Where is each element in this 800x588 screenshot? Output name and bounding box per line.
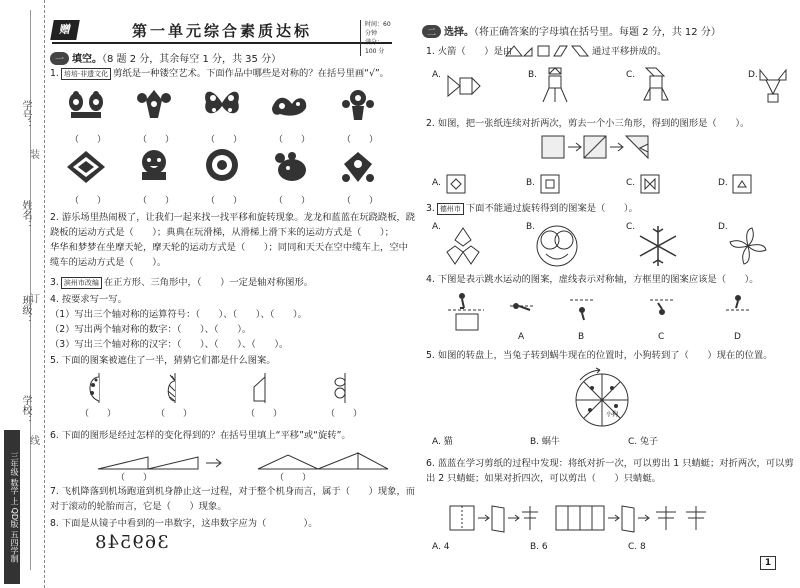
q1-text: 剪纸是一种镂空艺术。下面作品中哪些是对称的？在括号里画“√”。 <box>113 68 389 79</box>
c2-option-a-image <box>446 174 466 194</box>
c4-text: 4. 下图是表示跳水运动的图案，虚线表示对称轴，方框里的图案应该是（ ）。 <box>426 274 759 285</box>
c2-option-a[interactable]: A. <box>432 178 441 188</box>
rocket-option-b-image <box>540 66 570 106</box>
papercut-round-pattern-image <box>202 148 242 182</box>
c5-option-c[interactable]: C. 兔子 <box>628 437 659 447</box>
q1-answer-5[interactable]: （ ） <box>342 135 379 145</box>
q3-number: 3. <box>50 277 59 288</box>
choice-question-4 <box>426 272 759 287</box>
papercut-lion-image <box>134 148 174 182</box>
choice-question-5 <box>426 348 773 363</box>
c2-text: 2. 如图，把一张纸连续对折两次，剪去一个小三角形，得到的图形是（ ）。 <box>426 118 750 129</box>
c1-text-a: 1. 火箭（ ）是由 <box>426 46 513 57</box>
c1-option-c[interactable]: C. <box>626 70 636 80</box>
c3-number: 3. <box>426 203 435 214</box>
section-1-heading <box>50 50 281 65</box>
page-title: 第一单元综合素质达标 <box>132 22 313 40</box>
q1-number: 1. <box>50 68 59 79</box>
q1-answer-10[interactable]: （ ） <box>342 196 379 206</box>
rocket-option-d-image <box>758 66 788 106</box>
c2-option-c[interactable]: C. <box>626 178 636 188</box>
q3-tag: 滨州市改编 <box>61 277 102 289</box>
rocket-option-a-image <box>446 68 482 104</box>
c2-option-b-image <box>540 174 560 194</box>
class-label: 班级： <box>20 295 31 325</box>
question-1 <box>50 66 389 81</box>
rocket-option-c-image <box>640 66 670 106</box>
c6-dragonfly-folding-figure <box>446 502 758 534</box>
c4-option-a-image <box>508 296 536 318</box>
c3-option-c-snowflake-image <box>636 224 680 268</box>
c6-line-2: 出 2 只蜻蜓；如果对折四次，可以剪出（ ）只蜻蜓。 <box>426 473 661 484</box>
c1-option-b[interactable]: B. <box>528 70 538 80</box>
binding-cut-mark-3: 线 <box>30 436 40 447</box>
q1-answer-1[interactable]: （ ） <box>70 135 107 145</box>
c1-option-a[interactable]: A. <box>432 70 441 80</box>
question-6 <box>50 428 351 443</box>
q4-sub-3: （3）写出三个轴对称的汉字：（ ）、（ ）、（ ）。 <box>50 339 289 350</box>
papercut-butterfly-image <box>202 86 242 120</box>
c5-option-b[interactable]: B. 蜗牛 <box>530 437 560 447</box>
section-2-title: 选择。 <box>444 27 475 38</box>
q6-answer-2[interactable]: （ ） <box>275 473 312 483</box>
q7-line-1: 7. 飞机降落到机场跑道到机身静止这一过程，对于整个机身而言，属于（ ）现象，而 <box>50 486 416 497</box>
c3-option-a[interactable]: A. <box>432 222 441 232</box>
exam-meta <box>360 20 392 56</box>
c1-component-shapes <box>504 44 590 58</box>
c3-option-d-pinwheel-image <box>726 224 770 268</box>
c3-option-c[interactable]: C. <box>626 222 636 232</box>
c3-option-b[interactable]: B. <box>526 222 536 232</box>
c3-option-a-image <box>440 226 486 266</box>
q7-line-2: 对于滚动的轮胎而言，它是（ ）现象。 <box>50 501 227 512</box>
question-7 <box>50 484 415 514</box>
question-8 <box>50 516 318 531</box>
section-1-badge: 一 <box>50 52 69 65</box>
papercut-flower-vase-image <box>338 88 378 122</box>
section-2-note: （将正确答案的字母填在括号里。每题 2 分，共 12 分） <box>474 27 721 38</box>
c3-tag: 德州市 <box>437 203 464 215</box>
full-score: 满分：100 分 <box>365 39 385 55</box>
section-1-title: 填空。 <box>72 54 103 65</box>
q4-text: 4. 按要求写一写。 <box>50 294 127 305</box>
series-tag: 三年级 数学 上 QD版 五四学制 <box>4 430 20 584</box>
name-label: 姓名： <box>20 200 31 230</box>
q4-sub-2: （2）写出两个轴对称的数字：（ ）、（ ）。 <box>50 324 252 335</box>
section-1-note: （8 题 2 分，其余每空 1 分，共 35 分） <box>102 54 282 65</box>
q1-answer-8[interactable]: （ ） <box>206 196 243 206</box>
mirrored-digits: 369548 <box>94 532 169 553</box>
c5-text: 5. 如图的转盘上，当兔子转到蜗牛现在的位置时，小狗转到了（ ）现在的位置。 <box>426 350 773 361</box>
c2-option-b[interactable]: B. <box>526 178 536 188</box>
time-limit: 时间：60 分钟 <box>365 21 391 37</box>
page-number: 1 <box>760 556 776 570</box>
q6-text: 6. 下面的图形是经过怎样的变化得到的？在括号里填上“平移”或“旋转”。 <box>50 430 351 441</box>
c6-option-a[interactable]: A. 4 <box>432 542 450 552</box>
q2-line-1: 2. 游乐场里热闹极了，让我们一起来找一找平移和旋转现象。龙龙和蓝蓝在玩跷跷板，跷 <box>50 212 416 223</box>
q1-answer-3[interactable]: （ ） <box>206 135 243 145</box>
papercut-dragon-image <box>270 88 310 122</box>
choice-question-2 <box>426 116 749 131</box>
question-3 <box>50 275 313 290</box>
c6-line-1: 6. 蓝蓝在学习剪纸的过程中发现：将纸对折一次，可以剪出 1 只蜻蜓；对折两次，可以剪 <box>426 458 794 469</box>
c4-option-b[interactable]: B <box>578 332 585 342</box>
page-header <box>52 20 392 55</box>
q5-answer-4[interactable]: （ ） <box>326 409 363 419</box>
c3-text: 下面不能通过旋转得到的图案是（ ）。 <box>465 203 638 214</box>
papercut-fish-image <box>338 150 378 184</box>
binding-strip <box>0 0 45 588</box>
binding-cut-mark-2: 订 <box>30 294 40 305</box>
c6-option-b[interactable]: B. 6 <box>530 542 548 552</box>
c3-option-b-image <box>534 224 580 268</box>
c4-option-d[interactable]: D <box>734 332 741 342</box>
half-ladybug-image <box>84 373 114 403</box>
papercut-mouse-image <box>270 150 310 184</box>
binding-cut-mark-1: 装 <box>30 150 40 161</box>
c2-option-c-image <box>640 174 660 194</box>
gift-badge: 赠 <box>50 20 80 40</box>
q5-answer-2[interactable]: （ ） <box>156 409 193 419</box>
half-pineapple-image <box>160 373 190 403</box>
q6-answer-1[interactable]: （ ） <box>116 473 153 483</box>
half-house-image <box>250 373 280 403</box>
student-number-label: 学号： <box>20 100 31 130</box>
q1-tag: 培培·非遗文化 <box>61 68 111 80</box>
c2-option-d[interactable]: D. <box>718 178 728 188</box>
q2-line-4: 缆车的运动方式是（ ）。 <box>50 257 167 268</box>
q5-answer-3[interactable]: （ ） <box>246 409 283 419</box>
q1-answer-4[interactable]: （ ） <box>274 135 311 145</box>
q2-line-3: 华华和梦梦在坐摩天轮，摩天轮的运动方式是（ ）；同同和天天在空中缆车上，空中 <box>50 242 408 253</box>
q8-text: 8. 下面是从镜子中看到的一串数字，这串数字应为（ ）。 <box>50 518 318 529</box>
section-2-heading <box>422 23 721 38</box>
c4-option-d-image <box>724 292 752 322</box>
c4-option-c-image <box>648 296 676 322</box>
c1-text-b-wrap <box>592 44 666 59</box>
half-bee-image <box>330 373 360 403</box>
q2-line-2: 跷板的运动方式是（ ）；典典在玩滑梯，从滑梯上滑下来的运动方式是（ ）； <box>50 227 394 238</box>
q1-answer-6[interactable]: （ ） <box>70 196 107 206</box>
question-4 <box>50 292 307 352</box>
c2-paper-folding-figure <box>540 134 670 160</box>
section-2-badge: 二 <box>422 25 441 38</box>
spinning-wheel-figure <box>570 366 634 430</box>
q4-sub-1: （1）写出三个轴对称的运算符号：（ ）、（ ）、（ ）。 <box>50 309 307 320</box>
papercut-vase-image <box>134 88 174 122</box>
papercut-diamond-pattern-image <box>66 150 106 184</box>
q1-answer-7[interactable]: （ ） <box>138 196 175 206</box>
q1-answer-2[interactable]: （ ） <box>138 135 175 145</box>
question-5 <box>50 353 276 368</box>
school-label: 学校： <box>20 395 31 425</box>
c4-option-a[interactable]: A <box>518 332 525 342</box>
wheel-dog-label: 小狗 <box>606 411 619 418</box>
choice-question-6 <box>426 456 794 486</box>
c5-option-a[interactable]: A. 猫 <box>432 437 453 447</box>
choice-question-1 <box>426 44 512 59</box>
c4-option-b-image <box>568 296 596 322</box>
papercut-roosters-image <box>66 88 106 122</box>
c3-option-d[interactable]: D. <box>718 222 728 232</box>
choice-question-3 <box>426 201 638 216</box>
c4-option-c[interactable]: C <box>658 332 665 342</box>
q1-answer-9[interactable]: （ ） <box>274 196 311 206</box>
c2-option-d-image <box>732 174 752 194</box>
c1-option-d[interactable]: D. <box>748 70 758 80</box>
diver-figure-image <box>446 290 486 332</box>
q3-text: 在正方形、三角形中，（ ）一定是轴对称图形。 <box>103 277 314 288</box>
c1-text-b: 通过平移拼成的。 <box>592 46 667 57</box>
c6-option-c[interactable]: C. 8 <box>628 542 646 552</box>
q5-text: 5. 下面的图案被遮住了一半，猜猜它们都是什么图案。 <box>50 355 276 366</box>
q5-answer-1[interactable]: （ ） <box>80 409 117 419</box>
question-2 <box>50 210 415 270</box>
